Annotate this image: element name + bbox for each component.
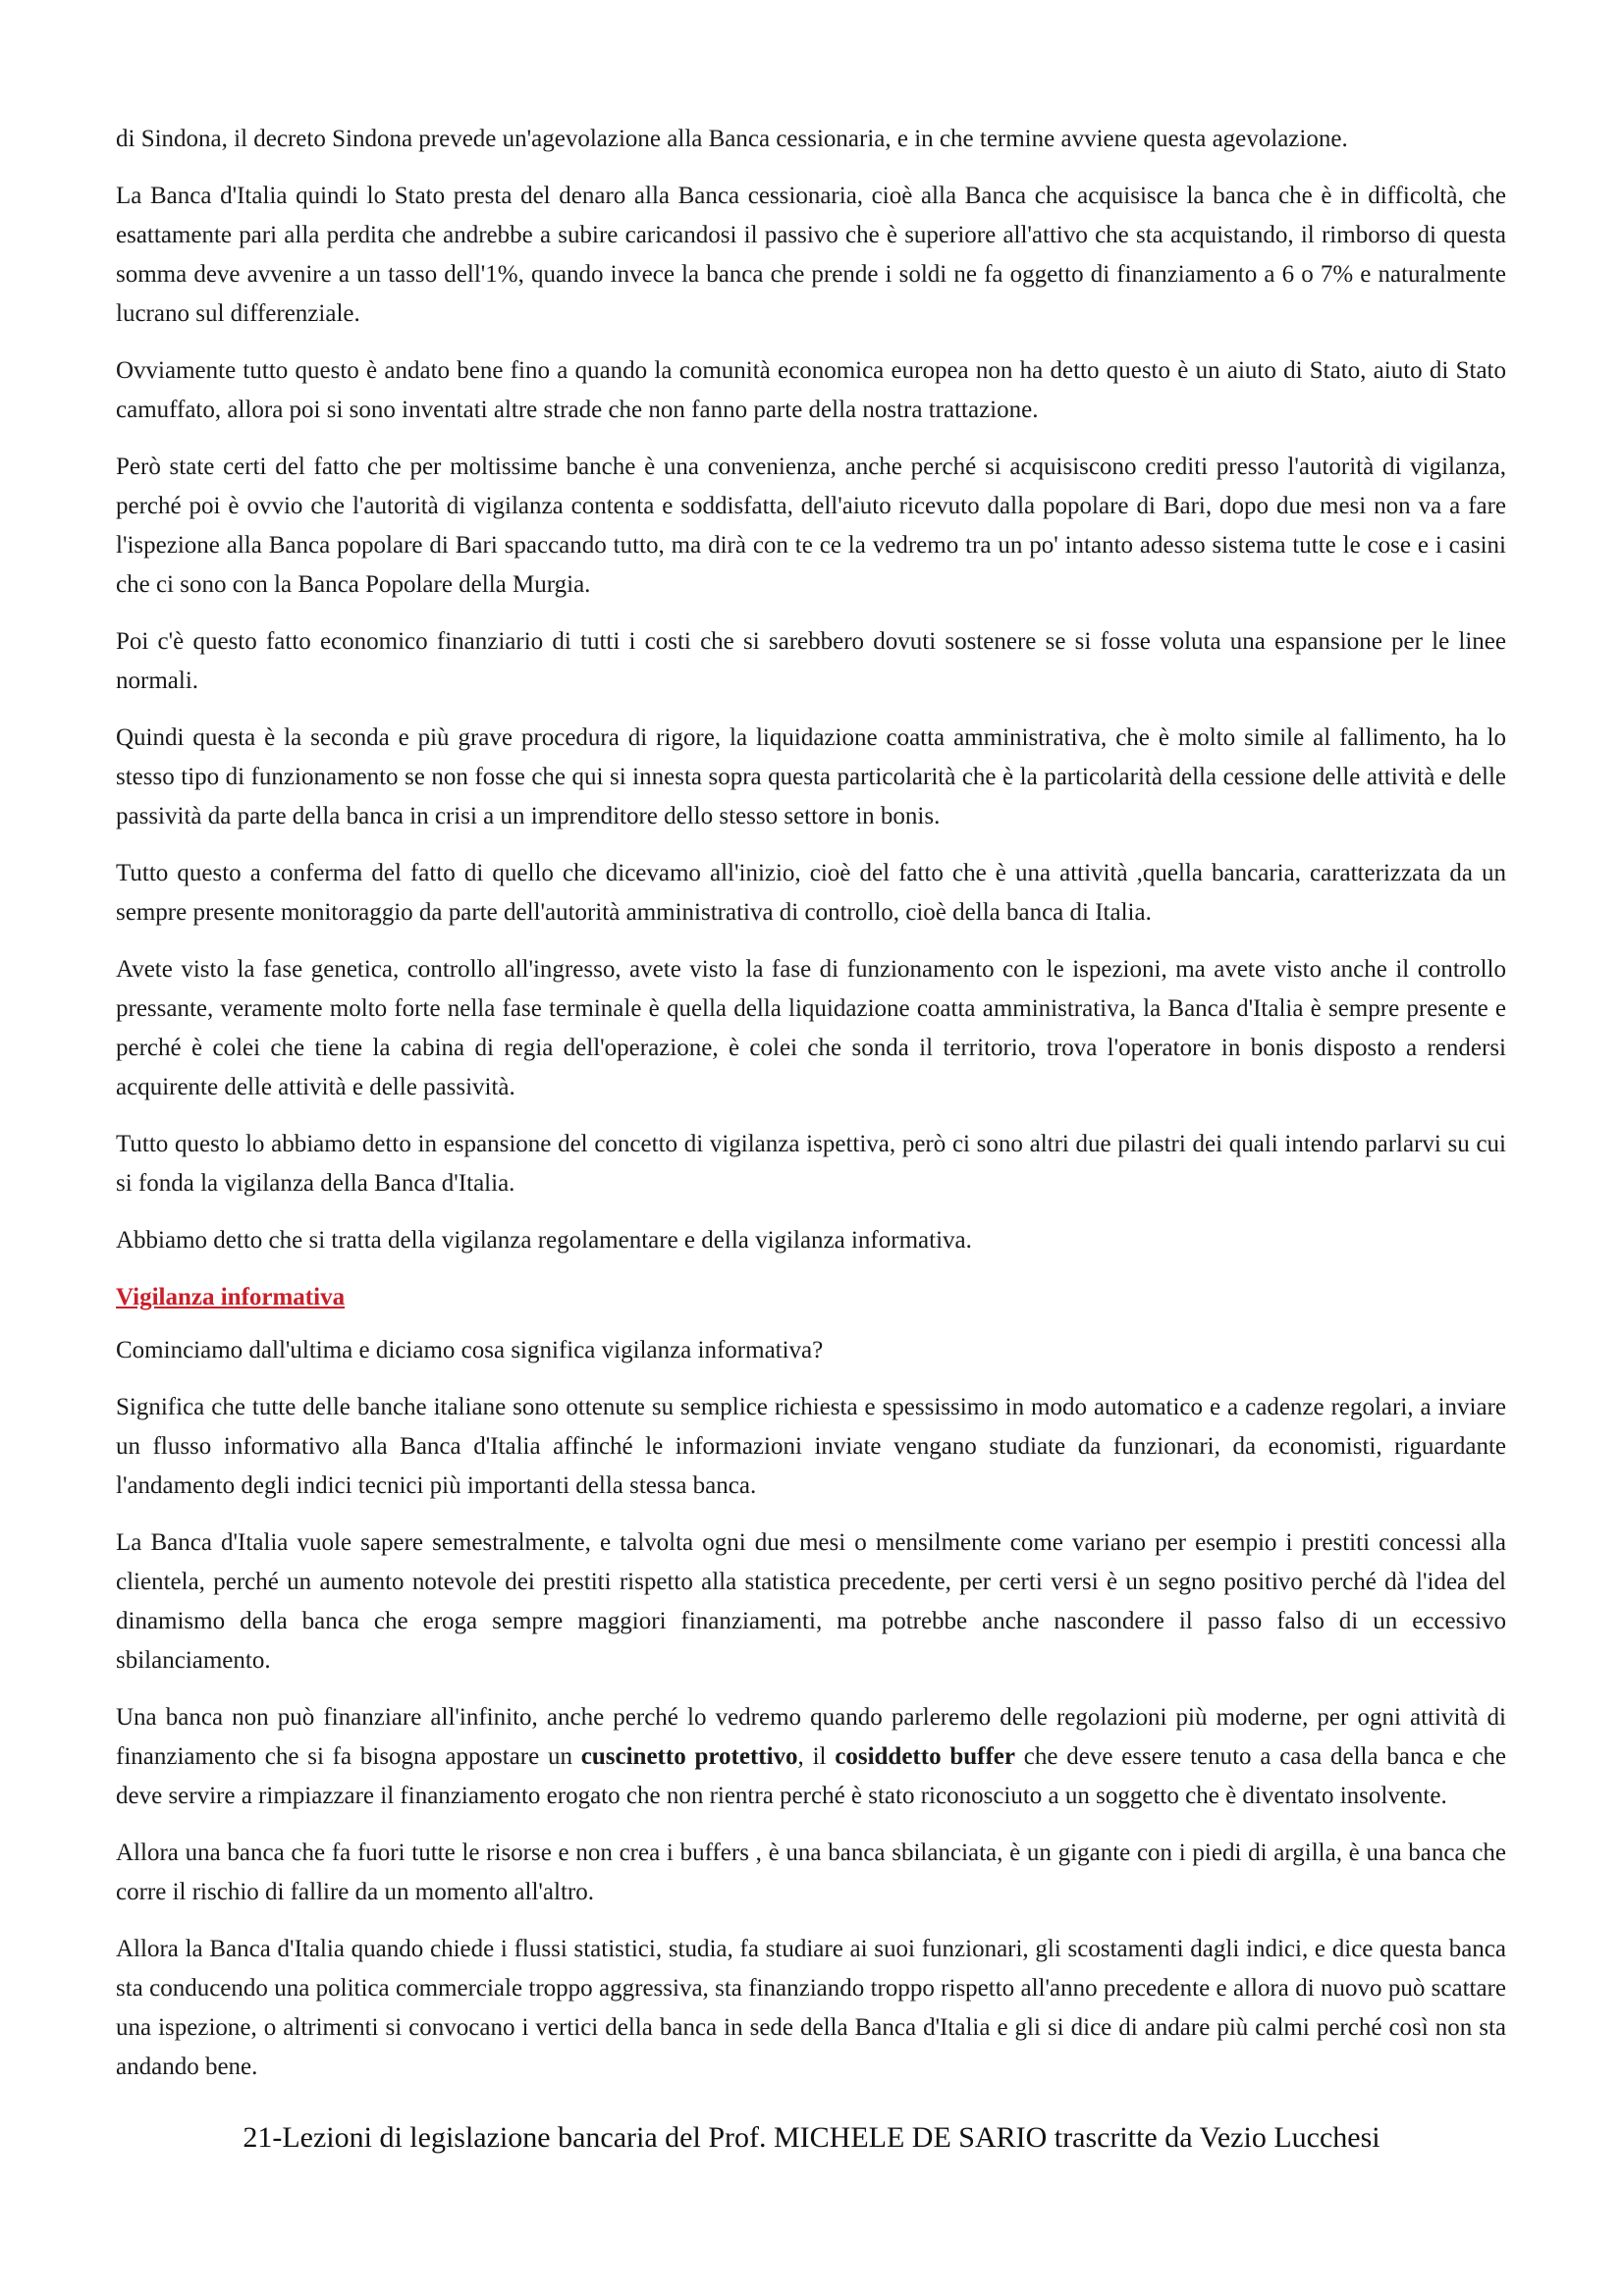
paragraph: Tutto questo lo abbiamo detto in espansione del concetto di vigilanza ispettiva, però ci sono altri due pilastri dei quali intendo parlarvi su cui si fonda la vigilanza della Banca d'Italia.: [116, 1131, 1506, 1197]
page-footer: 21-Lezioni di legislazione bancaria del Prof. MICHELE DE SARIO trascritte da Vezio Lucchesi: [243, 2121, 1380, 2154]
text-run: , il: [797, 1743, 836, 1770]
text-run: che deve essere tenuto a casa della banca e che deve servire a rimpiazzare il finanziamento erogato che non rientra perché è stato riconosciuto a un soggetto che è diventato insolvente.: [116, 1743, 1506, 1809]
paragraph: Allora la Banca d'Italia quando chiede i flussi statistici, studia, fa studiare ai suoi funzionari, gli scostamenti dagli indici, e dice questa banca sta conducendo una politica commerciale troppo aggressiva, sta finanziando troppo rispetto all'anno precedente e allora di nuovo può scattare una ispezione, o altrimenti si convocano i vertici della banca in sede della Banca d'Italia e gli si dice di andare più calmi perché così non sta andando bene.: [116, 1936, 1506, 2080]
paragraph: Ovviamente tutto questo è andato bene fino a quando la comunità economica europea non ha detto questo è un aiuto di Stato, aiuto di Stato camuffato, allora poi si sono inventati altre strade che non fanno parte della nostra trattazione.: [116, 357, 1506, 423]
paragraph: Abbiamo detto che si tratta della vigilanza regolamentare e della vigilanza informativa.: [116, 1227, 972, 1254]
paragraph: Quindi questa è la seconda e più grave procedura di rigore, la liquidazione coatta amministrativa, che è molto simile al fallimento, ha lo stesso tipo di funzionamento se non fosse che qui si innesta sopra questa particolarità che è la particolarità della cessione delle attività e delle passività da parte della banca in crisi a un imprenditore dello stesso settore in bonis.: [116, 724, 1506, 829]
paragraph: Allora una banca che fa fuori tutte le risorse e non crea i buffers , è una banca sbilanciata, è un gigante con i piedi di argilla, è una banca che corre il rischio di fallire da un momento all'altro.: [116, 1840, 1506, 1905]
bold-term: cosiddetto buffer: [835, 1743, 1016, 1770]
section-heading: Vigilanza informativa: [116, 1284, 346, 1310]
document-body: [116, 120, 1506, 2105]
paragraph: di Sindona, il decreto Sindona prevede un'agevolazione alla Banca cessionaria, e in che termine avviene questa agevolazione.: [116, 126, 1348, 152]
paragraph: Cominciamo dall'ultima e diciamo cosa significa vigilanza informativa?: [116, 1337, 824, 1363]
text-run: Una banca non può finanziare all'infinito, anche perché lo vedremo quando parleremo delle regolazioni più moderne, per ogni attività di finanziamento che si fa bisogna appostare un: [116, 1704, 1506, 1770]
paragraph: Tutto questo a conferma del fatto di quello che dicevamo all'inizio, cioè del fatto che è una attività ,quella bancaria, caratterizzata da un sempre presente monitoraggio da parte dell'autorità amministrativa di controllo, cioè della banca di Italia.: [116, 860, 1506, 926]
paragraph: Significa che tutte delle banche italiane sono ottenute su semplice richiesta e spessissimo in modo automatico e a cadenze regolari, a inviare un flusso informativo alla Banca d'Italia affinché le informazioni inviate vengano studiate da funzionari, da economisti, riguardante l'andamento degli indici tecnici più importanti della stessa banca.: [116, 1394, 1506, 1499]
paragraph: Avete visto la fase genetica, controllo all'ingresso, avete visto la fase di funzionamento con le ispezioni, ma avete visto anche il controllo pressante, veramente molto forte nella fase terminale è quella della liquidazione coatta amministrativa, la Banca d'Italia è sempre presente e perché è colei che tiene la cabina di regia dell'operazione, è colei che sonda il territorio, trova l'operatore in bonis disposto a rendersi acquirente delle attività e delle passività.: [116, 956, 1506, 1100]
paragraph: Poi c'è questo fatto economico finanziario di tutti i costi che si sarebbero dovuti sostenere se si fosse voluta una espansione per le linee normali.: [116, 628, 1506, 694]
paragraph: La Banca d'Italia quindi lo Stato presta del denaro alla Banca cessionaria, cioè alla Banca che acquisisce la banca che è in difficoltà, che esattamente pari alla perdita che andrebbe a subire caricandosi il passivo che è superiore all'attivo che sta acquistando, il rimborso di questa somma deve avvenire a un tasso dell'1%, quando invece la banca che prende i soldi ne fa oggetto di finanziamento a 6 o 7% e naturalmente lucrano sul differenziale.: [116, 183, 1506, 327]
buffer-paragraph: [116, 1698, 1506, 1816]
bold-term: cuscinetto protettivo: [580, 1743, 798, 1770]
paragraph: Però state certi del fatto che per moltissime banche è una convenienza, anche perché si acquisiscono crediti presso l'autorità di vigilanza, perché poi è ovvio che l'autorità di vigilanza contenta e soddisfatta, dell'aiuto ricevuto dalla popolare di Bari, dopo due mesi non va a fare l'ispezione alla Banca popolare di Bari spaccando tutto, ma dirà con te ce la vedremo tra un po' intanto adesso sistema tutte le cose e i casini che ci sono con la Banca Popolare della Murgia.: [116, 454, 1506, 598]
paragraph: La Banca d'Italia vuole sapere semestralmente, e talvolta ogni due mesi o mensilmente come variano per esempio i prestiti concessi alla clientela, perché un aumento notevole dei prestiti rispetto alla statistica precedente, per certi versi è un segno positivo perché dà l'idea del dinamismo della banca che eroga sempre maggiori finanziamenti, ma potrebbe anche nascondere il passo falso di un eccessivo sbilanciamento.: [116, 1529, 1506, 1674]
